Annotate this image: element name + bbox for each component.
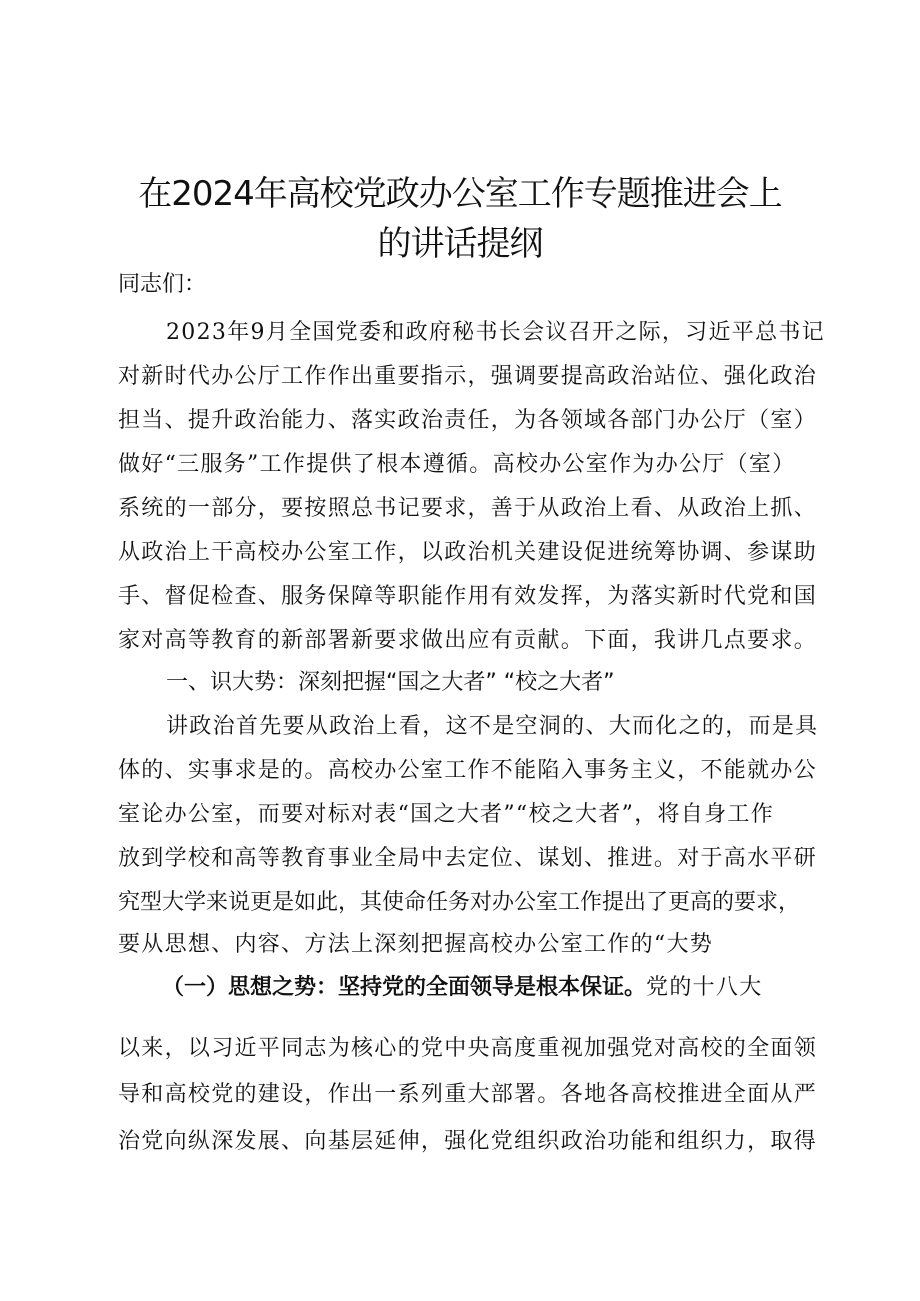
paragraph-line: 2023年9月全国党委和政府秘书长会议召开之际，习近平总书记 [166, 320, 825, 345]
paragraph-line: 从政治上干高校办公室工作，以政治机关建设促进统筹协调、参谋助 [118, 540, 818, 565]
subsection-text: 党的十八大 [646, 975, 763, 1000]
paragraph-line: 担当、提升政治能力、落实政治责任，为各领域各部门办公厅（室） [118, 408, 818, 433]
paragraph-line: 治党向纵深发展、向基层延伸，强化党组织政治功能和组织力，取得 [118, 1129, 818, 1154]
paragraph-line: 对新时代办公厅工作作出重要指示，强调要提高政治站位、强化政治 [118, 364, 818, 389]
document-title-line-2: 的讲话提纲 [377, 224, 543, 264]
paragraph-line: 究型大学来说更是如此，其使命任务对办公室工作提出了更高的要求， [118, 890, 801, 915]
paragraph-line: 放到学校和高等教育事业全局中去定位、谋划、推进。对于高水平研 [118, 846, 818, 871]
document-title-line-1: 在2024年高校党政办公室工作专题推进会上 [138, 174, 782, 214]
paragraph-line: 做好“三服务”工作提供了根本遵循。高校办公室作为办公厅（室） [118, 452, 796, 477]
paragraph-line: 家对高等教育的新部署新要求做出应有贡献。下面，我讲几点要求。 [118, 628, 818, 653]
paragraph-line: 要从思想、内容、方法上深刻把握高校办公室工作的“大势 [118, 932, 714, 957]
paragraph-line: 讲政治首先要从政治上看，这不是空洞的、大而化之的，而是具 [166, 714, 819, 739]
paragraph-line: 体的、实事求是的。高校办公室工作不能陷入事务主义，不能就办公 [118, 758, 818, 783]
subsection-first-line [162, 972, 832, 1002]
section-heading: 一、识大势：深刻把握“国之大者” “校之大者” [166, 670, 615, 695]
paragraph-line: 手、督促检查、服务保障等职能作用有效发挥，为落实新时代党和国 [118, 584, 818, 609]
paragraph-line: 以来，以习近平同志为核心的党中央高度重视加强党对高校的全面领 [118, 1036, 818, 1061]
paragraph-line: 室论办公室，而要对标对表“国之大者”“校之大者”，将自身工作 [118, 802, 774, 827]
subsection-heading: （一）思想之势：坚持党的全面领导是根本保证。 [162, 974, 647, 1000]
salutation: 同志们： [118, 272, 207, 297]
paragraph-line: 导和高校党的建设，作出一系列重大部署。各地各高校推进全面从严 [118, 1082, 818, 1107]
paragraph-line: 系统的一部分，要按照总书记要求，善于从政治上看、从政治上抓、 [118, 496, 818, 521]
